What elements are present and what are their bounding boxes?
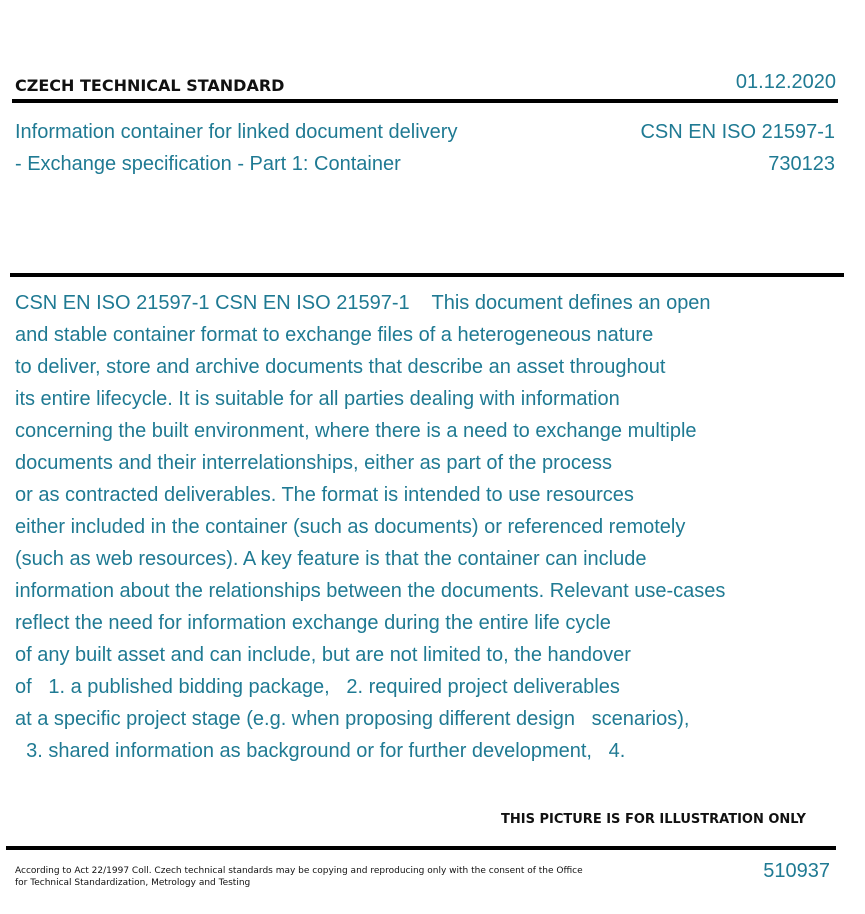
- section-divider: [10, 273, 844, 277]
- publication-date: 01.12.2020: [735, 71, 836, 93]
- abstract-line: reflect the need for information exchange during the entire life cycle: [15, 612, 611, 634]
- legal-notice: [15, 865, 583, 889]
- abstract-line: information about the relationships between the documents. Relevant use-cases: [15, 580, 726, 602]
- abstract-line: (such as web resources). A key feature is that the container can include: [15, 548, 647, 570]
- abstract-line: to deliver, store and archive documents that describe an asset throughout: [15, 356, 666, 378]
- abstract-line: of any built asset and can include, but are not limited to, the handover: [15, 644, 631, 666]
- abstract-line: or as contracted deliverables. The format is intended to use resources: [15, 484, 634, 506]
- abstract-line: at a specific project stage (e.g. when proposing different design scenarios),: [15, 708, 690, 730]
- document-title-line: Information container for linked document delivery: [15, 121, 458, 143]
- abstract-line: its entire lifecycle. It is suitable for all parties dealing with information: [15, 388, 620, 410]
- abstract-line: CSN EN ISO 21597-1 CSN EN ISO 21597-1 This document defines an open: [15, 292, 711, 314]
- footer-divider: [6, 846, 836, 850]
- abstract-line: concerning the built environment, where there is a need to exchange multiple: [15, 420, 697, 442]
- footer-number: 510937: [763, 860, 830, 882]
- document-title-line: - Exchange specification - Part 1: Container: [15, 153, 401, 175]
- abstract-line: of 1. a published bidding package, 2. required project deliverables: [15, 676, 620, 698]
- legal-notice-line: According to Act 22/1997 Coll. Czech technical standards may be copying and reproducing only with the consent of the Office: [15, 866, 583, 876]
- document-identifiers: [640, 116, 835, 180]
- legal-notice-line: for Technical Standardization, Metrology and Testing: [15, 878, 251, 888]
- standard-type-label: CZECH TECHNICAL STANDARD: [15, 76, 285, 95]
- document-title: [15, 116, 457, 180]
- standard-code: CSN EN ISO 21597-1: [640, 121, 835, 143]
- illustration-note: THIS PICTURE IS FOR ILLUSTRATION ONLY: [501, 812, 806, 827]
- catalog-number: 730123: [768, 153, 835, 175]
- header-divider: [12, 99, 838, 103]
- abstract-line: 3. shared information as background or for further development, 4.: [15, 740, 626, 762]
- abstract-line: either included in the container (such as documents) or referenced remotely: [15, 516, 686, 538]
- abstract-line: and stable container format to exchange files of a heterogeneous nature: [15, 324, 654, 346]
- abstract-line: documents and their interrelationships, either as part of the process: [15, 452, 612, 474]
- abstract-text: [15, 287, 725, 767]
